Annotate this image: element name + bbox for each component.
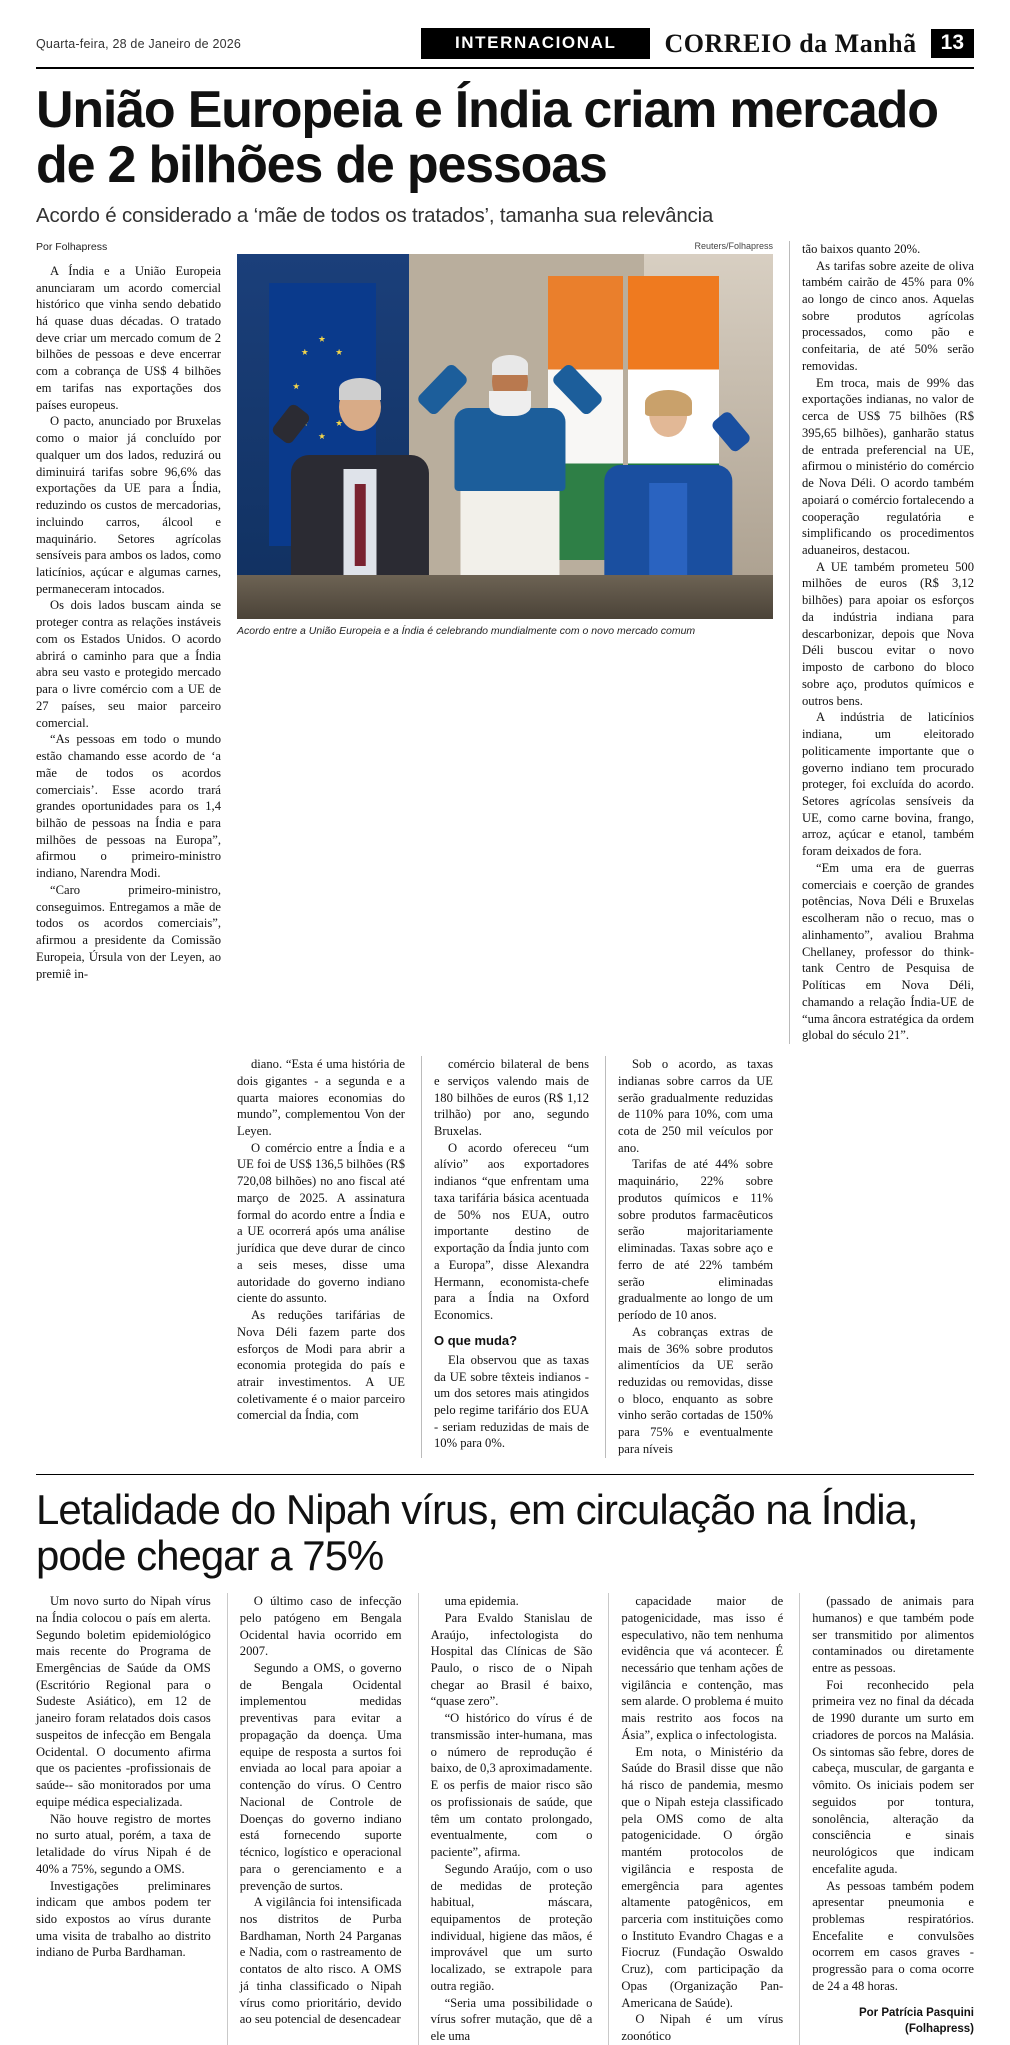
paragraph: “As pessoas em todo o mundo estão chamando esse acordo de ‘a mãe de todos os acordos comerciais’. Esse acordo trará grandes oportunidades para os 1,4 bilhão de pessoas na Índia e para milhões de pessoas na Europa”, afirmou o primeiro-ministro indiano, Narendra Modi. bbox=[36, 732, 221, 881]
paragraph: O Nipah é um vírus zoonótico bbox=[621, 2012, 784, 2044]
paragraph: Foi reconhecido pela primeira vez no final da década de 1990 durante um surto em criadores de porcos na Malásia. Os sintomas são febre, dores de cabeça, muscular, de garganta e vômito. Os iniciais podem ser seguidos por tontura, sonolência, alteração da consciência e sinais neurológicos que indicam encefalite aguda. bbox=[812, 1677, 974, 1876]
article2-grid bbox=[36, 1593, 974, 2045]
paragraph: Tarifas de até 44% sobre maquinário, 22% sobre produtos químicos e 11% sobre produtos farmacêuticos serão majoritariamente eliminadas. Taxas sobre aço e ferro de até 22% também serão eliminadas gradualmente ao longo de um período de 10 anos. bbox=[618, 1157, 773, 1323]
paragraph: A Índia e a União Europeia anunciaram um acordo comercial histórico que vinha sendo debatido há quase duas décadas. O tratado deve criar um mercado comum de 2 bilhões de pessoas e deve encerrar com a cobrança de US$ 4 bilhões em tarifas nas exportações dos países europeus. bbox=[36, 263, 221, 412]
signoff-agency: (Folhapress) bbox=[904, 2022, 974, 2035]
under-col-1 bbox=[237, 1056, 405, 1458]
article2-signoff bbox=[812, 2005, 974, 2037]
article1-photo-block bbox=[237, 241, 773, 1044]
paragraph: “Seria uma possibilidade o vírus sofrer mutação, que dê a ele uma bbox=[430, 1995, 593, 2044]
paragraph: Em troca, mais de 99% das exportações indianas, no valor de cerca de US$ 75 bilhões (R$ 395,65 bilhões), ganharão status de entrada preferencial na UE, afirmou o ministério do comércio de Nova Déli. O acordo também apoiará o comércio fortalecendo a cooperação regulatória e simplificando os procedimentos aduaneiros, destacou. bbox=[802, 375, 974, 557]
paragraph: As reduções tarifárias de Nova Déli fazem parte dos esforços de Modi para abrir a economia protegida do país e atrair investimentos. A UE coletivamente é o maior parceiro comercial da Índia, com bbox=[237, 1308, 405, 1423]
article1-photo bbox=[237, 254, 773, 619]
paragraph: A indústria de laticínios indiana, um eleitorado politicamente importante que o governo indiano tem procurado proteger, foi excluída do acordo. Setores agrícolas sensíveis da UE, como carne bovina, frango, arroz, açúcar e etanol, também foram deixados de fora. bbox=[802, 710, 974, 859]
paragraph: “O histórico do vírus é de transmissão inter-humana, mas o número de reprodução é baixo, de 0,3 aproximadamente. E os perfis de maior risco são os profissionais de saúde, que têm um contato prolongado, eventualmente, com o paciente”, afirma. bbox=[430, 1711, 593, 1860]
paragraph: Os dois lados buscam ainda se proteger contra as relações instáveis com os Estados Unidos. O acordo abrirá o caminho para que a Índia abra seu vasto e protegido mercado para o livre comércio com a UE de 27 países, seu maior parceiro comercial. bbox=[36, 598, 221, 730]
paragraph: Um novo surto do Nipah vírus na Índia colocou o país em alerta. Segundo boletim epidemiológico mais recente do Programa de Emergências de Saúde da OMS (Escritório Regional para o Sudeste Asiático), em 12 de janeiro foram relatados dois casos suspeitos de infecção em Bengala Ocidental. O documento afirma que os pacientes -profissionais de saúde-- são monitorados por uma equipe médica especializada. bbox=[36, 1594, 211, 1809]
paragraph: Segundo Araújo, com o uso de medidas de proteção habitual, máscara, equipamentos de proteção individual, higiene das mãos, é improvável que um surto localizado, se extrapole para outra região. bbox=[430, 1861, 593, 1993]
sub-headline-o-que-muda: O que muda? bbox=[434, 1332, 518, 1348]
paragraph: As pessoas também podem apresentar pneumonia e problemas respiratórios. Encefalite e convulsões ocorrem em casos graves - progressão para o coma ocorre de 24 a 48 horas. bbox=[812, 1878, 974, 1993]
article2-col-5 bbox=[799, 1593, 974, 2045]
paragraph: O último caso de infecção pelo patógeno em Bengala Ocidental havia ocorrido em 2007. bbox=[239, 1594, 402, 1659]
paragraph: capacidade maior de patogenicidade, mas isso é especulativo, não tem nenhuma evidência que vá acontecer. É necessário que tenham ações de vigilância e contenção, mas sem alarde. O problema é muito mais restrito aos focos na Ásia”, explica o infectologista. bbox=[621, 1594, 784, 1742]
paragraph: uma epidemia. bbox=[444, 1594, 519, 1609]
article-divider bbox=[36, 1474, 974, 1475]
photo-caption: Acordo entre a União Europeia e a Índia é celebrando mundialmente com o novo mercado comum bbox=[237, 624, 696, 637]
paragraph: tão baixos quanto 20%. bbox=[802, 241, 921, 256]
paragraph: diano. “Esta é uma história de dois gigantes - a segunda e a quarta maiores economias do mundo”, complementou Von der Leyen. bbox=[237, 1057, 405, 1138]
article1-col-right bbox=[789, 241, 974, 1044]
article1-headline: União Europeia e Índia criam mercado de 2 bilhões de pessoas bbox=[36, 81, 938, 194]
paragraph: Para Evaldo Stanislau de Araújo, infectologista do Hospital das Clínicas de São Paulo, o risco de o Nipah chegar ao Brasil é baixo, “quase zero”. bbox=[430, 1610, 593, 1709]
paragraph: (passado de animais para humanos) e que também pode ser transmitido por alimentos contaminados ou diretamente entre as pessoas. bbox=[812, 1594, 974, 1675]
paragraph: Ela observou que as taxas da UE sobre têxteis indianos - um dos setores mais atingidos pelo regime tarifário dos EUA - seriam reduzidas de mais de 10% para 0%. bbox=[434, 1352, 589, 1451]
paragraph: Em nota, o Ministério da Saúde do Brasil disse que não há risco de pandemia, mesmo que o Nipah esteja classificado pela OMS como de alta patogenicidade. O órgão mantém protocolos de vigilância e resposta de emergência para agentes altamente patogênicos, em parceria com instituições como o Instituto Evandro Chagas e a Fiocruz (Fundação Oswaldo Cruz), com participação da Opas (Organização Pan-Americana de Saúde). bbox=[621, 1744, 784, 2010]
paragraph: Sob o acordo, as taxas indianas sobre carros da UE serão gradualmente reduzidas de 110% para 10%, com uma cota de 250 mil veículos por ano. bbox=[618, 1057, 773, 1155]
paragraph: comércio bilateral de bens e serviços valendo mais de 180 bilhões de euros (R$ 1,12 trilhão) por ano, segundo Bruxelas. bbox=[434, 1057, 589, 1138]
paragraph: As cobranças extras de mais de 36% sobre produtos alimentícios da UE serão reduzidas ou removidas, disse o bloco, enquanto as sobre vinho serão cortadas de 150% para 75% e eventualmente para níveis bbox=[618, 1324, 773, 1456]
article1-top-grid bbox=[36, 241, 974, 1044]
issue-date: Quarta-feira, 28 de Janeiro de 2026 bbox=[36, 36, 242, 51]
article2-col-1 bbox=[36, 1593, 211, 2045]
paragraph: “Caro primeiro-ministro, conseguimos. Entregamos a mãe de todos os acordos comerciais”, afirmou a presidente da Comissão Europeia, Úrsula von der Leyen, ao premiê in- bbox=[36, 882, 221, 981]
signoff-author: Por Patrícia Pasquini bbox=[858, 2006, 974, 2019]
paragraph: A vigilância foi intensificada nos distritos de Purba Bardhaman, North 24 Parganas e Nadia, com o rastreamento de contatos de alto risco. A OMS já tinha classificado o Nipah vírus como prioritário, devido ao seu potencial de desencadear bbox=[239, 1895, 402, 2027]
photo-credit: Reuters/Folhapress bbox=[694, 240, 773, 251]
under-col-2 bbox=[421, 1056, 589, 1458]
article1-under-grid bbox=[237, 1056, 773, 1458]
paragraph: As tarifas sobre azeite de oliva também cairão de 45% para 0% ao longo de cinco anos. Aquelas sobre produtos agrícolas processados, como pão e confeitaria, de até 50% serão removidas. bbox=[802, 258, 974, 373]
masthead bbox=[36, 28, 974, 69]
article1-col-left bbox=[36, 241, 221, 1044]
paragraph: Segundo a OMS, o governo de Bengala Ocidental implementou medidas preventivas para evitar a propagação da doença. Uma equipe de resposta a surtos foi enviada ao local para apoiar a contenção do vírus. O Centro Nacional de Controle de Doenças do governo indiano está fornecendo suporte técnico, logístico e operacional para o gerenciamento e a prevenção de surtos. bbox=[239, 1660, 402, 1893]
paragraph: A UE também prometeu 500 milhões de euros (R$ 3,12 bilhões) para apoiar os esforços da indústria indiana para descarbonizar, depois que Nova Déli buscou evitar o novo imposto de carbono do bloco sobre aço, produtos químicos e outros bens. bbox=[802, 559, 974, 708]
paragraph: Não houve registro de mortes no surto atual, porém, a taxa de letalidade do vírus Nipah é de 40% a 75%, segundo a OMS. bbox=[36, 1811, 211, 1876]
paragraph: Investigações preliminares indicam que ambos podem ter sido expostos ao vírus durante uma visita de trabalho ao distrito indiano de Purba Bardhaman. bbox=[36, 1878, 211, 1960]
paragraph: O pacto, anunciado por Bruxelas como o maior já concluído por qualquer um dos lados, reduzirá ou diminuirá tarifas sobre 96,6% das exportações da UE para a Índia, reduzindo os custos de mercadorias, incluindo carros, álcool e maquinário. Setores agrícolas sensíveis para ambos os lados, como laticínios, açúcar e algumas carnes, permaneceram intocados. bbox=[36, 414, 221, 596]
paragraph: O acordo ofereceu “um alívio” aos exportadores indianos “que enfrentam uma taxa tarifária básica acentuada de 50% nos EUA, outro importante destino de exportação da Índia junto com a Europa”, disse Alexandra Hermann, economista-chefe para a Índia na Oxford Economics. bbox=[434, 1140, 589, 1323]
article2-col-3 bbox=[418, 1593, 593, 2045]
section-tag: INTERNACIONAL bbox=[421, 28, 651, 59]
masthead-right bbox=[421, 28, 974, 59]
page-number: 13 bbox=[931, 29, 974, 58]
byline: Por Folhapress bbox=[36, 240, 108, 253]
paper-name: CORREIO da Manhã bbox=[664, 28, 917, 58]
paragraph: “Em uma era de guerras comerciais e coerção de grandes potências, Nova Déli e Bruxelas escolheram não o recuo, mas o alinhamento”, avaliou Brahma Chellaney, professor do think-tank Centro de Pesquisa de Políticas em Nova Déli, chamando a relação Índia-UE de “uma âncora estratégica da ordem global do século 21”. bbox=[802, 860, 974, 1043]
article1-subhead: Acordo é considerado a ‘mãe de todos os tratados’, tamanha sua relevância bbox=[36, 204, 714, 228]
paragraph: O comércio entre a Índia e a UE foi de US$ 136,5 bilhões (R$ 720,08 bilhões) no ano fiscal até março de 2025. A assinatura formal do acordo entre a Índia e a UE ocorrerá após uma análise jurídica que deve durar de cinco a seis meses, disse uma autoridade do governo indiano ciente do assunto. bbox=[237, 1140, 405, 1306]
article2-col-2 bbox=[227, 1593, 402, 2045]
article2-headline: Letalidade do Nipah vírus, em circulação na Índia, pode chegar a 75% bbox=[36, 1485, 918, 1579]
article2-col-4 bbox=[608, 1593, 783, 2045]
under-col-3 bbox=[605, 1056, 773, 1458]
